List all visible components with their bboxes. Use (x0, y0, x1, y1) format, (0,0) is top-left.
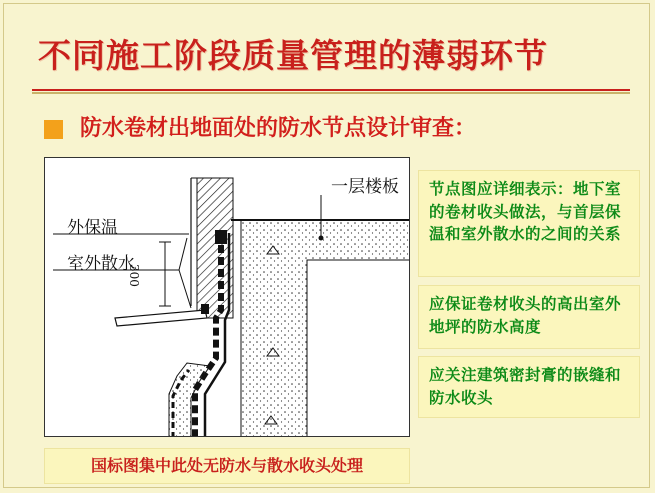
title-underline-gold (32, 92, 630, 94)
outdoor-apron-label: 室外散水 (67, 254, 135, 274)
membrane-termination (215, 230, 227, 244)
note-box-3: 应关注建筑密封膏的嵌缝和防水收头 (418, 356, 640, 418)
outer-insulation-label: 外保温 (67, 218, 118, 238)
construction-detail-drawing (44, 157, 410, 437)
floor-slab-label: 一层楼板 (331, 177, 399, 197)
upper-wall-insulation (197, 178, 233, 318)
bottom-note: 国标图集中此处无防水与散水收头处理 (44, 448, 410, 484)
outdoor-apron (115, 310, 207, 326)
note-box-1: 节点图应详细表示：地下室的卷材收头做法，与首层保温和室外散水的之间的关系 (418, 170, 640, 277)
note-box-2: 应保证卷材收头的高出室外地坪的防水高度 (418, 285, 640, 349)
title-underline-red (32, 89, 630, 91)
floor-slab (231, 220, 410, 437)
detail-drawing-svg (45, 158, 410, 437)
slide-title: 不同施工阶段质量管理的薄弱环节 (38, 36, 548, 75)
dimension-label: 300 (127, 264, 141, 287)
section-heading: 防水卷材出地面处的防水节点设计审查： (80, 116, 477, 141)
bullet-square-icon (44, 120, 63, 139)
